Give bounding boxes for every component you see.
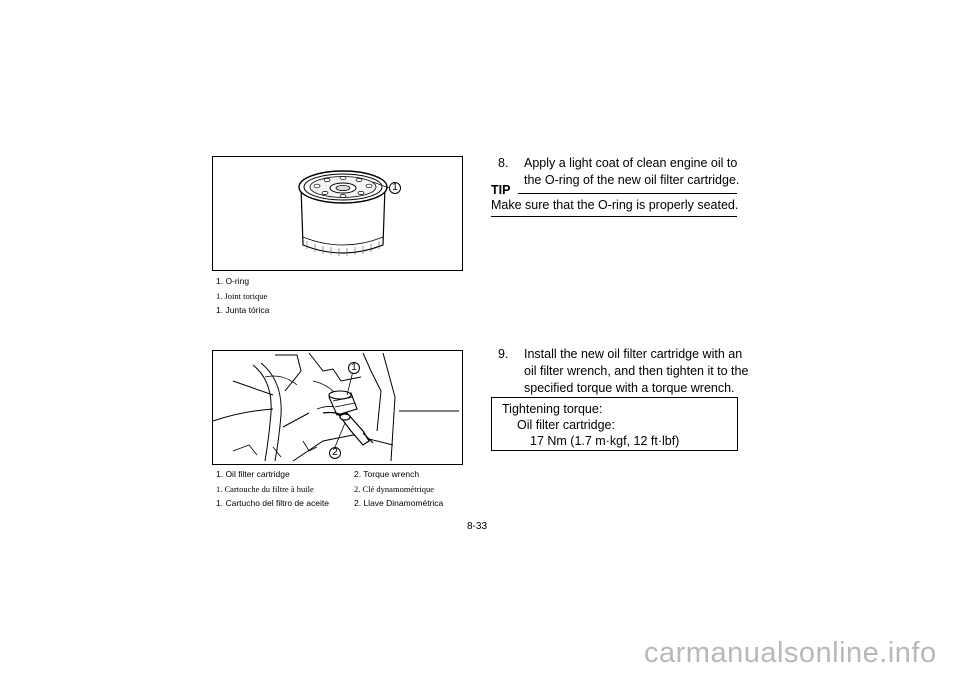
caption-torque-wrench-fr: 2. Clé dynamométrique: [354, 484, 435, 494]
callout-1: 1: [389, 182, 401, 194]
step-text: Apply a light coat of clean engine oil to the O-ring of the new oil filter cartridge.: [524, 156, 740, 187]
caption-o-ring-en: 1. O-ring: [216, 276, 250, 286]
spec-heading: Tightening torque:: [502, 402, 603, 416]
tip-top-rule: [518, 193, 737, 194]
callout-2: 2: [329, 447, 341, 459]
caption-torque-wrench-en: 2. Torque wrench: [354, 469, 420, 479]
callout-1: 1: [348, 362, 360, 374]
tightening-torque-spec-box: [491, 397, 738, 451]
caption-oil-filter-cartridge-en: 1. Oil filter cartridge: [216, 469, 290, 479]
caption-oil-filter-cartridge-es: 1. Cartucho del filtro de aceite: [216, 498, 329, 508]
page-number: 8-33: [467, 521, 488, 532]
caption-oil-filter-cartridge-fr: 1. Cartouche du filtre à huile: [216, 484, 314, 494]
tip-title: TIP: [491, 183, 511, 197]
step-number: 9.: [498, 347, 509, 361]
tip-text: Make sure that the O-ring is properly seated.: [491, 198, 739, 212]
figure-torque-wrench: [212, 350, 463, 465]
step-number: 8.: [498, 156, 509, 170]
oil-filter-illustration: [213, 157, 461, 269]
figure-oil-filter-o-ring: [212, 156, 463, 271]
caption-o-ring-es: 1. Junta tórica: [216, 305, 270, 315]
caption-torque-wrench-es: 2. Llave Dinamométrica: [354, 498, 444, 508]
tip-bottom-rule: [491, 216, 737, 217]
step-text: Install the new oil filter cartridge with an oil filter wrench, and then tighten it to the specified torque with a torque wrench.: [524, 347, 749, 395]
spec-value: 17 Nm (1.7 m·kgf, 12 ft·lbf): [530, 434, 680, 448]
watermark: carmanualsonline.info: [644, 637, 937, 669]
spec-item: Oil filter cartridge:: [517, 418, 615, 432]
caption-o-ring-fr: 1. Joint torique: [216, 291, 268, 301]
